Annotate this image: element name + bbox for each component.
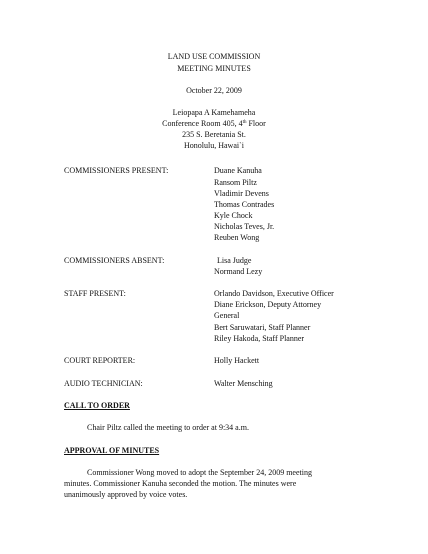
commissioners-absent-label: COMMISSIONERS ABSENT: xyxy=(64,256,165,265)
venue-room xyxy=(0,120,428,128)
present-name: Vladimir Devens xyxy=(214,189,269,198)
call-to-order-heading: CALL TO ORDER xyxy=(64,401,130,410)
audio-technician-label: AUDIO TECHNICIAN: xyxy=(64,379,143,388)
approval-text-line: Commissioner Wong moved to adopt the September 24, 2009 meeting xyxy=(87,468,312,477)
court-reporter-name: Holly Hackett xyxy=(214,356,260,365)
present-name: Reuben Wong xyxy=(214,233,260,242)
venue-name: Leiopapa A Kamehameha xyxy=(172,108,256,117)
audio-technician-name: Walter Mensching xyxy=(214,379,273,388)
commissioners-present-label: COMMISSIONERS PRESENT: xyxy=(64,166,169,175)
venue-room-text: Conference Room 405, 4 xyxy=(162,119,243,128)
staff-line: General xyxy=(214,311,240,320)
venue-room-floor: Floor xyxy=(246,119,266,128)
staff-line: Bert Saruwatari, Staff Planner xyxy=(214,323,311,332)
court-reporter-label: COURT REPORTER: xyxy=(64,356,136,365)
staff-present-label: STAFF PRESENT: xyxy=(64,289,126,298)
present-name: Kyle Chock xyxy=(214,211,253,220)
staff-line: Diane Erickson, Deputy Attorney xyxy=(214,300,322,309)
approval-text-line: unanimously approved by voice votes. xyxy=(64,490,188,499)
present-name: Ransom Piltz xyxy=(214,178,257,187)
document-type: MEETING MINUTES xyxy=(177,64,251,73)
present-name: Nicholas Teves, Jr. xyxy=(214,222,275,231)
venue-room-ordinal: th xyxy=(242,120,247,125)
org-title: LAND USE COMMISSION xyxy=(167,52,261,61)
staff-line: Orlando Davidson, Executive Officer xyxy=(214,289,334,298)
staff-line: Riley Hakoda, Staff Planner xyxy=(214,334,305,343)
approval-text-line: minutes. Commissioner Kanuha seconded the motion. The minutes were xyxy=(64,479,297,488)
call-to-order-text: Chair Piltz called the meeting to order at 9:34 a.m. xyxy=(87,423,249,432)
absent-name: Lisa Judge xyxy=(217,256,252,265)
approval-heading: APPROVAL OF MINUTES xyxy=(64,446,160,455)
present-name: Thomas Contrades xyxy=(214,200,275,209)
absent-name: Normand Lezy xyxy=(214,267,263,276)
present-name: Duane Kanuha xyxy=(214,166,262,175)
meeting-date: October 22, 2009 xyxy=(186,86,242,95)
venue-street: 235 S. Beretania St. xyxy=(182,130,246,139)
venue-city: Honolulu, Hawai`i xyxy=(184,141,244,150)
